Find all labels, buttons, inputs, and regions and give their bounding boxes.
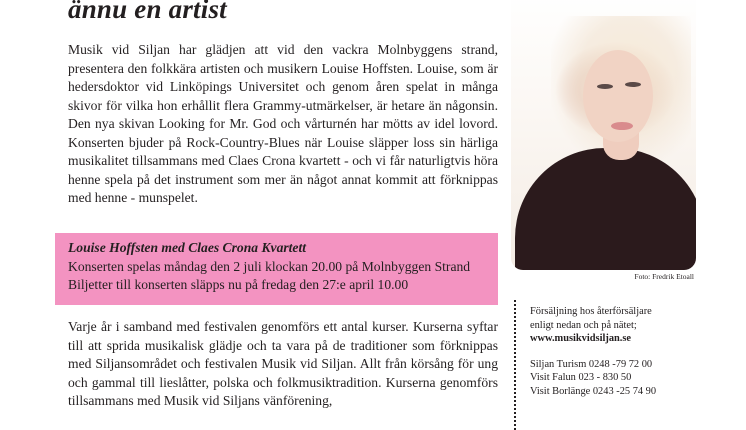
sales-intro-line-2: enligt nedan och på nätet; (530, 319, 637, 331)
artist-photo (511, 0, 696, 270)
photo-lips (611, 122, 633, 130)
concert-title: Louise Hoffsten med Claes Crona Kvartett (68, 240, 307, 255)
website-link[interactable]: www.musikvidsiljan.se (530, 333, 632, 344)
contact-visit-borlange: Visit Borlänge 0243 -25 74 90 (530, 385, 657, 397)
photo-eye-left (597, 84, 613, 89)
article-heading: ännu en artist (68, 0, 227, 24)
article-paragraph-courses: Varje år i samband med festivalen genomförs ett antal kurser. Kurserna syftar till att sprida musikalisk glädje och ta vara på de traditioner som förknippas med Siljansområdet och festivalen Musik vid Siljan. Allt från körsång för ung och gammal till lieslåtter, polska och folkmusiktradition. Kurserna genomförs tillsammans med Musik vid Siljans vänförening, (68, 319, 498, 408)
ticket-release-line: Biljetter till konserten släpps nu på fredag den 27:e april 10.00 (68, 277, 409, 292)
photo-eye-right (625, 82, 641, 87)
contact-siljan-turism: Siljan Turism 0248 -79 72 00 (530, 358, 653, 370)
concert-info-box (55, 233, 498, 305)
concert-date-line: Konserten spelas måndag den 2 juli klockan 20.00 på Molnbyggen Strand (68, 258, 471, 274)
photo-body (515, 148, 696, 270)
ticket-sales-sidebar (514, 300, 736, 430)
article-paragraph-intro: Musik vid Siljan har glädjen att vid den vackra Molnbyggens strand, presentera den folkkära artisten och musikern Louise Hoffsten. Louise, som är hedersdoktor vid Linköpings Universitet och genom åren spelat in många skivor för vilka hon erhållit flera Grammy-utmärkelser, är hetare än någonsin. Den nya skivan Looking for Mr. God och vårturnén har mötts av idel lovord. Konserten bjuder på Rock-Country-Blues när Louise släpper loss sin härliga musikalitet tillsammans med Claes Crona kvartett - och vi får naturligtvis höra henne spela på det instrument som mer än något annat kommit att förknippas med henne - munspelet. (68, 42, 498, 205)
contact-visit-falun: Visit Falun 023 - 830 50 (530, 372, 632, 383)
sales-intro-line-1: Försäljning hos återförsäljare (530, 306, 652, 317)
photo-credit: Foto: Fredrik Etoall (634, 272, 694, 281)
